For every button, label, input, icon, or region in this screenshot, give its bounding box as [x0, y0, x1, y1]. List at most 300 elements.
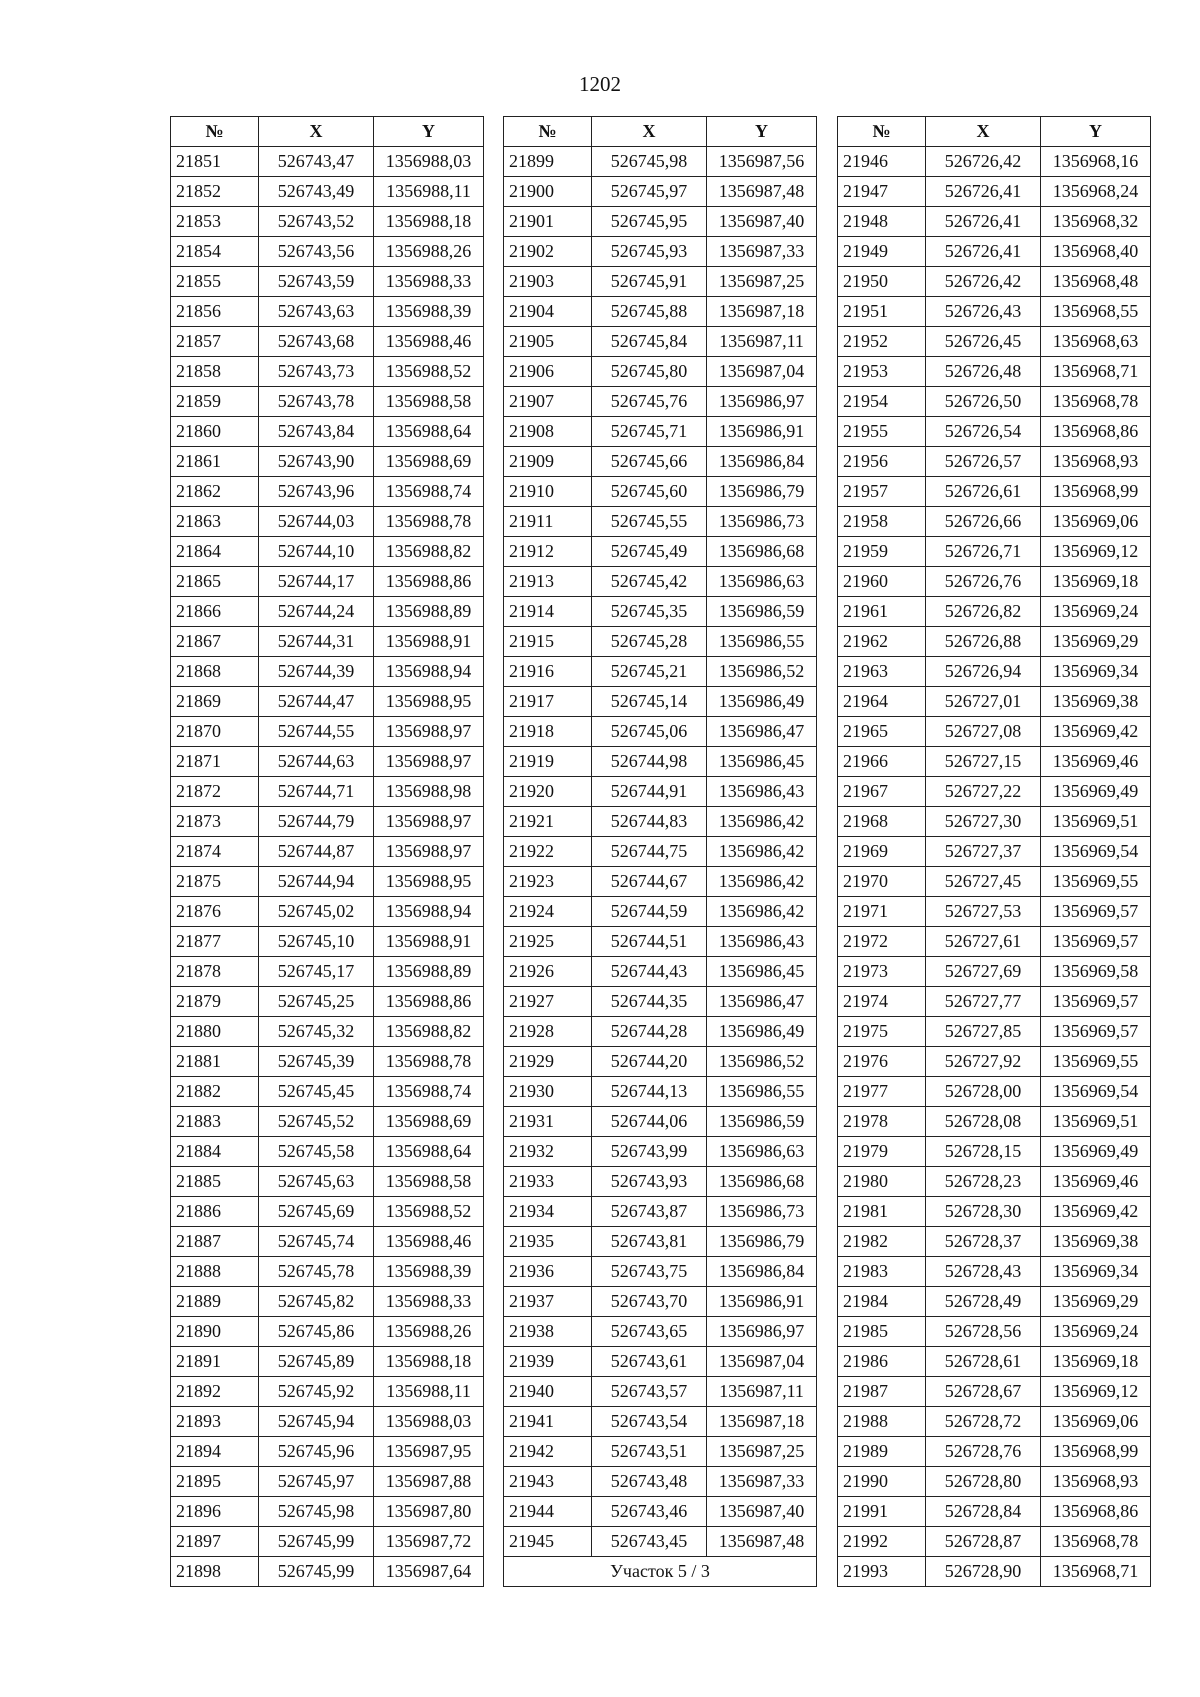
x-coordinate-cell: 526744,13	[592, 1077, 707, 1107]
table-row	[504, 237, 817, 267]
y-coordinate-cell: 1356986,43	[707, 777, 817, 807]
point-number-cell: 21889	[171, 1287, 259, 1317]
x-coordinate-cell: 526745,99	[259, 1557, 374, 1587]
point-number-cell: 21954	[838, 387, 926, 417]
point-number-cell: 21912	[504, 537, 592, 567]
x-coordinate-cell: 526745,45	[259, 1077, 374, 1107]
y-coordinate-cell: 1356988,58	[374, 387, 484, 417]
header-number: №	[171, 117, 259, 147]
point-number-cell: 21933	[504, 1167, 592, 1197]
x-coordinate-cell: 526726,43	[926, 297, 1041, 327]
point-number-cell: 21961	[838, 597, 926, 627]
y-coordinate-cell: 1356988,03	[374, 147, 484, 177]
table-row	[171, 1017, 484, 1047]
point-number-cell: 21902	[504, 237, 592, 267]
page-number: 1202	[579, 72, 621, 96]
y-coordinate-cell: 1356986,45	[707, 747, 817, 777]
point-number-cell: 21969	[838, 837, 926, 867]
table-row	[504, 1197, 817, 1227]
y-coordinate-cell: 1356986,73	[707, 507, 817, 537]
x-coordinate-cell: 526726,88	[926, 627, 1041, 657]
table-row	[838, 177, 1151, 207]
y-coordinate-cell: 1356986,73	[707, 1197, 817, 1227]
point-number-cell: 21887	[171, 1227, 259, 1257]
y-coordinate-cell: 1356988,78	[374, 1047, 484, 1077]
table-row	[504, 1407, 817, 1437]
y-coordinate-cell: 1356988,33	[374, 1287, 484, 1317]
table-row	[504, 477, 817, 507]
y-coordinate-cell: 1356969,51	[1041, 1107, 1151, 1137]
table-row	[838, 327, 1151, 357]
y-coordinate-cell: 1356986,52	[707, 657, 817, 687]
table-row	[838, 897, 1151, 927]
y-coordinate-cell: 1356969,18	[1041, 567, 1151, 597]
table-row	[838, 357, 1151, 387]
x-coordinate-cell: 526743,84	[259, 417, 374, 447]
table-header-row	[171, 117, 484, 147]
table-row	[504, 207, 817, 237]
table-row	[504, 1227, 817, 1257]
table-row	[504, 507, 817, 537]
x-coordinate-cell: 526743,45	[592, 1527, 707, 1557]
table-row	[171, 987, 484, 1017]
table-row	[171, 387, 484, 417]
point-number-cell: 21974	[838, 987, 926, 1017]
x-coordinate-cell: 526745,21	[592, 657, 707, 687]
table-row	[504, 1317, 817, 1347]
point-number-cell: 21869	[171, 687, 259, 717]
table-row	[838, 267, 1151, 297]
point-number-cell: 21953	[838, 357, 926, 387]
table-row	[171, 1377, 484, 1407]
point-number-cell: 21956	[838, 447, 926, 477]
y-coordinate-cell: 1356986,49	[707, 687, 817, 717]
point-number-cell: 21930	[504, 1077, 592, 1107]
x-coordinate-cell: 526745,49	[592, 537, 707, 567]
y-coordinate-cell: 1356987,40	[707, 1497, 817, 1527]
y-coordinate-cell: 1356969,29	[1041, 627, 1151, 657]
table-row	[838, 927, 1151, 957]
point-number-cell: 21932	[504, 1137, 592, 1167]
y-coordinate-cell: 1356987,11	[707, 1377, 817, 1407]
y-coordinate-cell: 1356986,68	[707, 1167, 817, 1197]
point-number-cell: 21966	[838, 747, 926, 777]
point-number-cell: 21916	[504, 657, 592, 687]
x-coordinate-cell: 526744,24	[259, 597, 374, 627]
x-coordinate-cell: 526727,61	[926, 927, 1041, 957]
table-row	[504, 1137, 817, 1167]
x-coordinate-cell: 526745,97	[259, 1467, 374, 1497]
x-coordinate-cell: 526744,28	[592, 1017, 707, 1047]
table-row	[504, 747, 817, 777]
point-number-cell: 21940	[504, 1377, 592, 1407]
point-number-cell: 21992	[838, 1527, 926, 1557]
table-row	[838, 867, 1151, 897]
point-number-cell: 21985	[838, 1317, 926, 1347]
y-coordinate-cell: 1356969,46	[1041, 1167, 1151, 1197]
point-number-cell: 21978	[838, 1107, 926, 1137]
y-coordinate-cell: 1356988,91	[374, 927, 484, 957]
point-number-cell: 21964	[838, 687, 926, 717]
x-coordinate-cell: 526745,28	[592, 627, 707, 657]
table-row	[838, 1257, 1151, 1287]
y-coordinate-cell: 1356987,33	[707, 237, 817, 267]
point-number-cell: 21972	[838, 927, 926, 957]
point-number-cell: 21910	[504, 477, 592, 507]
y-coordinate-cell: 1356969,29	[1041, 1287, 1151, 1317]
point-number-cell: 21863	[171, 507, 259, 537]
table-row	[838, 1167, 1151, 1197]
table-row	[838, 1347, 1151, 1377]
y-coordinate-cell: 1356969,24	[1041, 597, 1151, 627]
y-coordinate-cell: 1356986,79	[707, 1227, 817, 1257]
table-row	[504, 1497, 817, 1527]
x-coordinate-cell: 526728,43	[926, 1257, 1041, 1287]
x-coordinate-cell: 526726,66	[926, 507, 1041, 537]
y-coordinate-cell: 1356987,80	[374, 1497, 484, 1527]
table-row	[838, 837, 1151, 867]
y-coordinate-cell: 1356988,82	[374, 1017, 484, 1047]
y-coordinate-cell: 1356969,46	[1041, 747, 1151, 777]
y-coordinate-cell: 1356988,11	[374, 177, 484, 207]
point-number-cell: 21909	[504, 447, 592, 477]
y-coordinate-cell: 1356986,52	[707, 1047, 817, 1077]
y-coordinate-cell: 1356986,45	[707, 957, 817, 987]
point-number-cell: 21855	[171, 267, 259, 297]
x-coordinate-cell: 526744,35	[592, 987, 707, 1017]
point-number-cell: 21891	[171, 1347, 259, 1377]
x-coordinate-cell: 526744,94	[259, 867, 374, 897]
x-coordinate-cell: 526744,87	[259, 837, 374, 867]
y-coordinate-cell: 1356969,58	[1041, 957, 1151, 987]
y-coordinate-cell: 1356987,48	[707, 177, 817, 207]
x-coordinate-cell: 526726,61	[926, 477, 1041, 507]
y-coordinate-cell: 1356988,03	[374, 1407, 484, 1437]
y-coordinate-cell: 1356987,04	[707, 1347, 817, 1377]
y-coordinate-cell: 1356988,95	[374, 687, 484, 717]
x-coordinate-cell: 526726,42	[926, 147, 1041, 177]
table-row	[838, 537, 1151, 567]
point-number-cell: 21931	[504, 1107, 592, 1137]
point-number-cell: 21914	[504, 597, 592, 627]
point-number-cell: 21858	[171, 357, 259, 387]
x-coordinate-cell: 526745,84	[592, 327, 707, 357]
y-coordinate-cell: 1356988,26	[374, 1317, 484, 1347]
table-row	[838, 1107, 1151, 1137]
x-coordinate-cell: 526745,76	[592, 387, 707, 417]
table-row	[171, 207, 484, 237]
table-row	[171, 267, 484, 297]
y-coordinate-cell: 1356968,86	[1041, 1497, 1151, 1527]
x-coordinate-cell: 526727,22	[926, 777, 1041, 807]
point-number-cell: 21947	[838, 177, 926, 207]
table-row	[171, 897, 484, 927]
x-coordinate-cell: 526745,66	[592, 447, 707, 477]
y-coordinate-cell: 1356986,68	[707, 537, 817, 567]
table-row	[171, 237, 484, 267]
y-coordinate-cell: 1356969,12	[1041, 1377, 1151, 1407]
point-number-cell: 21899	[504, 147, 592, 177]
point-number-cell: 21963	[838, 657, 926, 687]
table-row	[504, 1257, 817, 1287]
point-number-cell: 21962	[838, 627, 926, 657]
table-row	[171, 1227, 484, 1257]
x-coordinate-cell: 526728,15	[926, 1137, 1041, 1167]
y-coordinate-cell: 1356969,34	[1041, 657, 1151, 687]
y-coordinate-cell: 1356986,47	[707, 717, 817, 747]
point-number-cell: 21913	[504, 567, 592, 597]
y-coordinate-cell: 1356988,64	[374, 1137, 484, 1167]
point-number-cell: 21904	[504, 297, 592, 327]
point-number-cell: 21987	[838, 1377, 926, 1407]
table-row	[171, 687, 484, 717]
point-number-cell: 21874	[171, 837, 259, 867]
x-coordinate-cell: 526728,87	[926, 1527, 1041, 1557]
section-caption: Участок 5 / 3	[504, 1557, 817, 1587]
x-coordinate-cell: 526727,37	[926, 837, 1041, 867]
point-number-cell: 21885	[171, 1167, 259, 1197]
point-number-cell: 21898	[171, 1557, 259, 1587]
y-coordinate-cell: 1356986,49	[707, 1017, 817, 1047]
point-number-cell: 21905	[504, 327, 592, 357]
x-coordinate-cell: 526744,39	[259, 657, 374, 687]
y-coordinate-cell: 1356969,55	[1041, 1047, 1151, 1077]
table-row	[838, 1557, 1151, 1587]
x-coordinate-cell: 526745,55	[592, 507, 707, 537]
y-coordinate-cell: 1356988,78	[374, 507, 484, 537]
x-coordinate-cell: 526744,63	[259, 747, 374, 777]
table-row	[504, 537, 817, 567]
y-coordinate-cell: 1356987,72	[374, 1527, 484, 1557]
y-coordinate-cell: 1356986,42	[707, 867, 817, 897]
y-coordinate-cell: 1356969,18	[1041, 1347, 1151, 1377]
point-number-cell: 21868	[171, 657, 259, 687]
table-row	[504, 1167, 817, 1197]
point-number-cell: 21851	[171, 147, 259, 177]
header-x: X	[592, 117, 707, 147]
x-coordinate-cell: 526728,72	[926, 1407, 1041, 1437]
point-number-cell: 21935	[504, 1227, 592, 1257]
x-coordinate-cell: 526743,65	[592, 1317, 707, 1347]
point-number-cell: 21971	[838, 897, 926, 927]
point-number-cell: 21936	[504, 1257, 592, 1287]
table-row	[504, 597, 817, 627]
y-coordinate-cell: 1356986,91	[707, 1287, 817, 1317]
x-coordinate-cell: 526744,67	[592, 867, 707, 897]
point-number-cell: 21951	[838, 297, 926, 327]
y-coordinate-cell: 1356986,42	[707, 837, 817, 867]
table-row	[171, 507, 484, 537]
point-number-cell: 21945	[504, 1527, 592, 1557]
point-number-cell: 21864	[171, 537, 259, 567]
x-coordinate-cell: 526744,31	[259, 627, 374, 657]
x-coordinate-cell: 526745,39	[259, 1047, 374, 1077]
table-row	[504, 1287, 817, 1317]
table-row	[171, 567, 484, 597]
x-coordinate-cell: 526744,98	[592, 747, 707, 777]
x-coordinate-cell: 526727,30	[926, 807, 1041, 837]
x-coordinate-cell: 526743,90	[259, 447, 374, 477]
point-number-cell: 21977	[838, 1077, 926, 1107]
coordinate-table-3	[837, 116, 1151, 1587]
point-number-cell: 21866	[171, 597, 259, 627]
y-coordinate-cell: 1356968,48	[1041, 267, 1151, 297]
y-coordinate-cell: 1356988,94	[374, 897, 484, 927]
x-coordinate-cell: 526728,67	[926, 1377, 1041, 1407]
y-coordinate-cell: 1356968,32	[1041, 207, 1151, 237]
point-number-cell: 21927	[504, 987, 592, 1017]
table-row	[171, 1347, 484, 1377]
y-coordinate-cell: 1356988,94	[374, 657, 484, 687]
y-coordinate-cell: 1356968,86	[1041, 417, 1151, 447]
y-coordinate-cell: 1356969,57	[1041, 1017, 1151, 1047]
table-row	[504, 687, 817, 717]
y-coordinate-cell: 1356987,18	[707, 297, 817, 327]
y-coordinate-cell: 1356968,40	[1041, 237, 1151, 267]
y-coordinate-cell: 1356969,57	[1041, 897, 1151, 927]
x-coordinate-cell: 526745,98	[592, 147, 707, 177]
y-coordinate-cell: 1356968,93	[1041, 447, 1151, 477]
x-coordinate-cell: 526745,60	[592, 477, 707, 507]
y-coordinate-cell: 1356988,11	[374, 1377, 484, 1407]
x-coordinate-cell: 526744,75	[592, 837, 707, 867]
x-coordinate-cell: 526745,14	[592, 687, 707, 717]
x-coordinate-cell: 526726,71	[926, 537, 1041, 567]
point-number-cell: 21901	[504, 207, 592, 237]
x-coordinate-cell: 526726,41	[926, 237, 1041, 267]
point-number-cell: 21897	[171, 1527, 259, 1557]
y-coordinate-cell: 1356987,95	[374, 1437, 484, 1467]
y-coordinate-cell: 1356986,84	[707, 1257, 817, 1287]
table-row	[838, 987, 1151, 1017]
x-coordinate-cell: 526726,48	[926, 357, 1041, 387]
y-coordinate-cell: 1356968,24	[1041, 177, 1151, 207]
point-number-cell: 21990	[838, 1467, 926, 1497]
point-number-cell: 21903	[504, 267, 592, 297]
table-row	[171, 177, 484, 207]
table-row	[171, 147, 484, 177]
x-coordinate-cell: 526744,83	[592, 807, 707, 837]
table-row	[838, 237, 1151, 267]
x-coordinate-cell: 526744,55	[259, 717, 374, 747]
x-coordinate-cell: 526743,61	[592, 1347, 707, 1377]
table-row	[838, 1197, 1151, 1227]
x-coordinate-cell: 526728,84	[926, 1497, 1041, 1527]
y-coordinate-cell: 1356987,18	[707, 1407, 817, 1437]
x-coordinate-cell: 526726,82	[926, 597, 1041, 627]
x-coordinate-cell: 526726,57	[926, 447, 1041, 477]
x-coordinate-cell: 526726,41	[926, 207, 1041, 237]
table-row	[838, 507, 1151, 537]
point-number-cell: 21894	[171, 1437, 259, 1467]
table-row	[171, 1257, 484, 1287]
table-row	[838, 477, 1151, 507]
y-coordinate-cell: 1356968,16	[1041, 147, 1151, 177]
table-row	[838, 147, 1151, 177]
y-coordinate-cell: 1356969,06	[1041, 1407, 1151, 1437]
x-coordinate-cell: 526743,46	[592, 1497, 707, 1527]
point-number-cell: 21939	[504, 1347, 592, 1377]
point-number-cell: 21967	[838, 777, 926, 807]
table-row	[171, 1557, 484, 1587]
y-coordinate-cell: 1356988,33	[374, 267, 484, 297]
table-row	[838, 1287, 1151, 1317]
point-number-cell: 21877	[171, 927, 259, 957]
point-number-cell: 21993	[838, 1557, 926, 1587]
y-coordinate-cell: 1356988,86	[374, 567, 484, 597]
x-coordinate-cell: 526745,97	[592, 177, 707, 207]
point-number-cell: 21906	[504, 357, 592, 387]
table-row	[838, 1077, 1151, 1107]
y-coordinate-cell: 1356988,74	[374, 1077, 484, 1107]
x-coordinate-cell: 526743,47	[259, 147, 374, 177]
point-number-cell: 21915	[504, 627, 592, 657]
x-coordinate-cell: 526743,75	[592, 1257, 707, 1287]
table-row	[504, 1077, 817, 1107]
y-coordinate-cell: 1356986,84	[707, 447, 817, 477]
point-number-cell: 21959	[838, 537, 926, 567]
table-row	[838, 417, 1151, 447]
point-number-cell: 21862	[171, 477, 259, 507]
point-number-cell: 21854	[171, 237, 259, 267]
point-number-cell: 21938	[504, 1317, 592, 1347]
point-number-cell: 21958	[838, 507, 926, 537]
point-number-cell: 21886	[171, 1197, 259, 1227]
table-row	[838, 1047, 1151, 1077]
x-coordinate-cell: 526745,02	[259, 897, 374, 927]
point-number-cell: 21870	[171, 717, 259, 747]
table-row	[171, 537, 484, 567]
y-coordinate-cell: 1356988,46	[374, 327, 484, 357]
table-row	[504, 627, 817, 657]
y-coordinate-cell: 1356969,42	[1041, 717, 1151, 747]
point-number-cell: 21857	[171, 327, 259, 357]
x-coordinate-cell: 526745,92	[259, 1377, 374, 1407]
x-coordinate-cell: 526743,81	[592, 1227, 707, 1257]
y-coordinate-cell: 1356986,97	[707, 1317, 817, 1347]
x-coordinate-cell: 526743,52	[259, 207, 374, 237]
table-row	[171, 717, 484, 747]
point-number-cell: 21882	[171, 1077, 259, 1107]
table-row	[838, 687, 1151, 717]
x-coordinate-cell: 526745,71	[592, 417, 707, 447]
table-row	[171, 357, 484, 387]
x-coordinate-cell: 526743,87	[592, 1197, 707, 1227]
x-coordinate-cell: 526728,80	[926, 1467, 1041, 1497]
table-row	[504, 1527, 817, 1557]
y-coordinate-cell: 1356988,89	[374, 597, 484, 627]
x-coordinate-cell: 526745,42	[592, 567, 707, 597]
x-coordinate-cell: 526726,54	[926, 417, 1041, 447]
point-number-cell: 21943	[504, 1467, 592, 1497]
point-number-cell: 21924	[504, 897, 592, 927]
table-row	[838, 1227, 1151, 1257]
y-coordinate-cell: 1356968,99	[1041, 477, 1151, 507]
x-coordinate-cell: 526744,51	[592, 927, 707, 957]
x-coordinate-cell: 526727,53	[926, 897, 1041, 927]
x-coordinate-cell: 526726,42	[926, 267, 1041, 297]
header-number: №	[838, 117, 926, 147]
header-number: №	[504, 117, 592, 147]
point-number-cell: 21880	[171, 1017, 259, 1047]
table-row	[504, 837, 817, 867]
x-coordinate-cell: 526745,06	[592, 717, 707, 747]
table-row	[171, 1497, 484, 1527]
table-row	[838, 387, 1151, 417]
y-coordinate-cell: 1356969,54	[1041, 837, 1151, 867]
x-coordinate-cell: 526726,94	[926, 657, 1041, 687]
x-coordinate-cell: 526745,82	[259, 1287, 374, 1317]
